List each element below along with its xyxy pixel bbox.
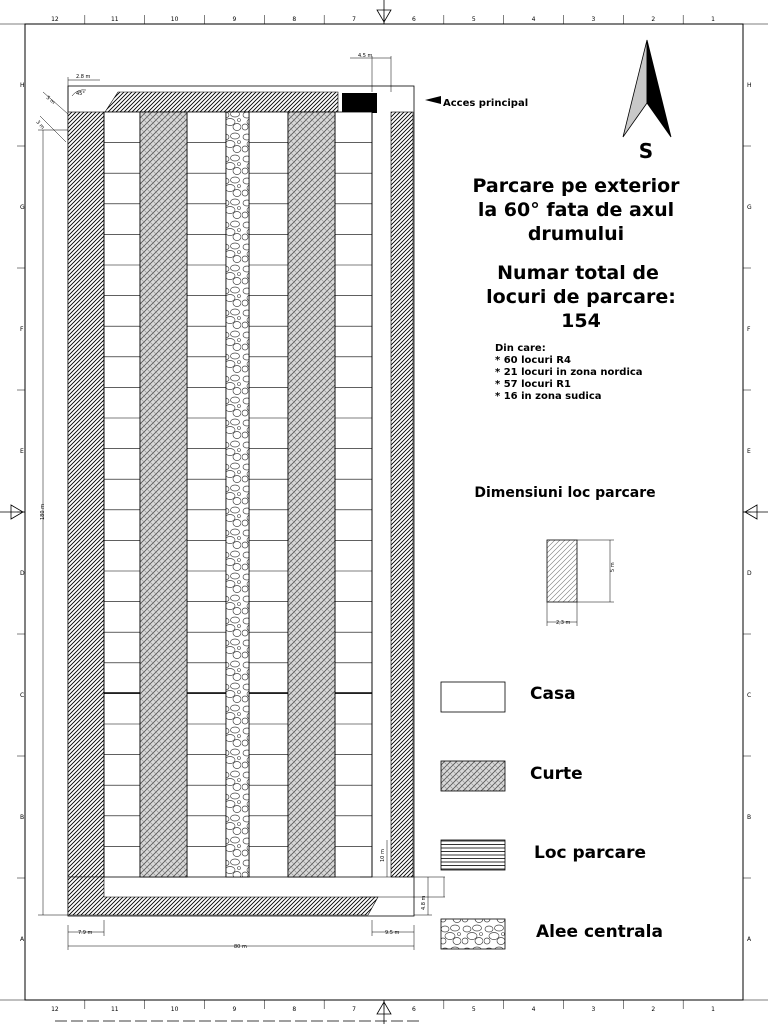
legend-swatch-curte [441, 761, 505, 791]
parking-band-bottom [68, 877, 378, 915]
total-line-2: locuri de parcare: [486, 286, 676, 308]
spot-dimensions-title: Dimensiuni loc parcare [474, 485, 656, 501]
frame-row-label: F [20, 326, 24, 333]
frame-row-label: H [20, 82, 25, 89]
frame-column-labels-bottom [51, 1000, 715, 1013]
frame-column-label: 11 [110, 16, 119, 23]
breakdown-item: * 16 in zona sudica [495, 391, 602, 402]
compass-arrow-icon [623, 40, 671, 163]
title-line-3: drumului [527, 223, 625, 245]
frame-row-label: H [747, 82, 752, 89]
breakdown-item: * 57 locuri R1 [495, 379, 571, 390]
parking-band-top [105, 92, 338, 112]
central-alley [226, 112, 249, 877]
access-label: Acces principal [443, 98, 529, 109]
frame-row-label: G [747, 204, 752, 211]
frame-column-label: 3 [591, 16, 596, 23]
frame-column-label: 11 [110, 1006, 119, 1013]
spot-width-label: 2,3 m [556, 620, 571, 626]
courtyard-strip-right [288, 112, 335, 877]
frame-row-label: B [20, 814, 25, 821]
dim-label: 180 m [40, 503, 46, 520]
frame-column-label: 12 [51, 16, 59, 23]
total-line-1: Numar total de [497, 262, 659, 284]
frame-row-label: E [20, 448, 24, 455]
frame-column-label: 1 [711, 1006, 716, 1013]
frame-column-label: 1 [711, 16, 716, 23]
frame-column-label: 6 [411, 16, 416, 23]
breakdown-item: * 60 locuri R4 [495, 355, 571, 366]
legend-swatch-loc-parcare [441, 840, 505, 870]
centering-mark-bottom [377, 1000, 391, 1024]
spot-dimensions-detail [474, 485, 655, 626]
courtyard-strip-left [140, 112, 187, 877]
dim-label: 7.9 m [78, 930, 93, 936]
frame-column-labels-top [51, 15, 715, 24]
main-access-gate [342, 93, 377, 113]
frame-column-label: 4 [531, 1006, 536, 1013]
frame-column-label: 2 [651, 1006, 656, 1013]
title-block [472, 175, 680, 402]
frame-column-label: 6 [411, 1006, 416, 1013]
frame-row-label: B [747, 814, 752, 821]
arrow-left-icon [425, 96, 441, 104]
frame-row-label: D [747, 570, 752, 577]
parking-spot-sample [547, 540, 577, 602]
frame-column-label: 7 [352, 1006, 357, 1013]
frame-column-label: 8 [292, 16, 297, 23]
centering-mark-right [743, 505, 768, 519]
dim-label: 80 m [234, 944, 247, 950]
frame-column-label: 9 [232, 1006, 237, 1013]
title-line-2: la 60° fata de axul [477, 199, 675, 221]
dim-label: 5 m [44, 94, 56, 106]
breakdown-heading: Din care: [495, 343, 546, 354]
legend-swatch-casa [441, 682, 505, 712]
legend [441, 682, 663, 949]
parking-band-right [391, 112, 413, 877]
frame-row-labels-right [743, 82, 752, 943]
dim-label: 4.5 m [358, 53, 373, 59]
frame-column-label: 10 [170, 16, 179, 23]
frame-column-label: 2 [651, 16, 656, 23]
legend-swatch-alee-centrala [441, 919, 505, 949]
frame-row-label: E [747, 448, 751, 455]
frame-row-label: A [747, 936, 752, 943]
dim-label: 4.8 m [421, 895, 427, 910]
frame-column-label: 5 [471, 1006, 476, 1013]
legend-label-alee-centrala: Alee centrala [536, 922, 663, 942]
frame-column-label: 4 [531, 16, 536, 23]
compass-label: S [638, 139, 654, 163]
frame-row-label: D [20, 570, 25, 577]
frame-row-label: C [20, 692, 25, 699]
frame-column-label: 5 [471, 16, 476, 23]
frame-row-label: A [20, 936, 25, 943]
total-value: 154 [561, 310, 601, 332]
frame-row-label: G [20, 204, 25, 211]
legend-label-loc-parcare: Loc parcare [534, 843, 646, 863]
dim-label: 45° [76, 91, 85, 97]
access-annotation [425, 96, 528, 109]
dim-label: 9.5 m [385, 930, 400, 936]
title-line-1: Parcare pe exterior [472, 175, 680, 197]
spot-length-label: 5 m [610, 562, 616, 572]
legend-label-casa: Casa [530, 684, 576, 704]
frame-row-labels-left [17, 82, 25, 943]
frame-column-label: 8 [292, 1006, 297, 1013]
frame-row-label: C [747, 692, 752, 699]
dim-label: 10 m [380, 849, 386, 862]
centering-mark-top [377, 0, 391, 24]
breakdown-item: * 21 locuri in zona nordica [495, 367, 643, 378]
legend-label-curte: Curte [530, 764, 583, 784]
frame-column-label: 3 [591, 1006, 596, 1013]
dim-label: 3 m [34, 119, 46, 131]
site-plan [34, 53, 445, 950]
parking-band-left [68, 112, 104, 877]
dim-label: 2.8 m [76, 74, 91, 80]
frame-row-label: F [747, 326, 751, 333]
centering-mark-left [0, 505, 25, 519]
frame-column-label: 7 [352, 16, 357, 23]
frame-column-label: 9 [232, 16, 237, 23]
frame-column-label: 10 [170, 1006, 179, 1013]
frame-column-label: 12 [51, 1006, 59, 1013]
